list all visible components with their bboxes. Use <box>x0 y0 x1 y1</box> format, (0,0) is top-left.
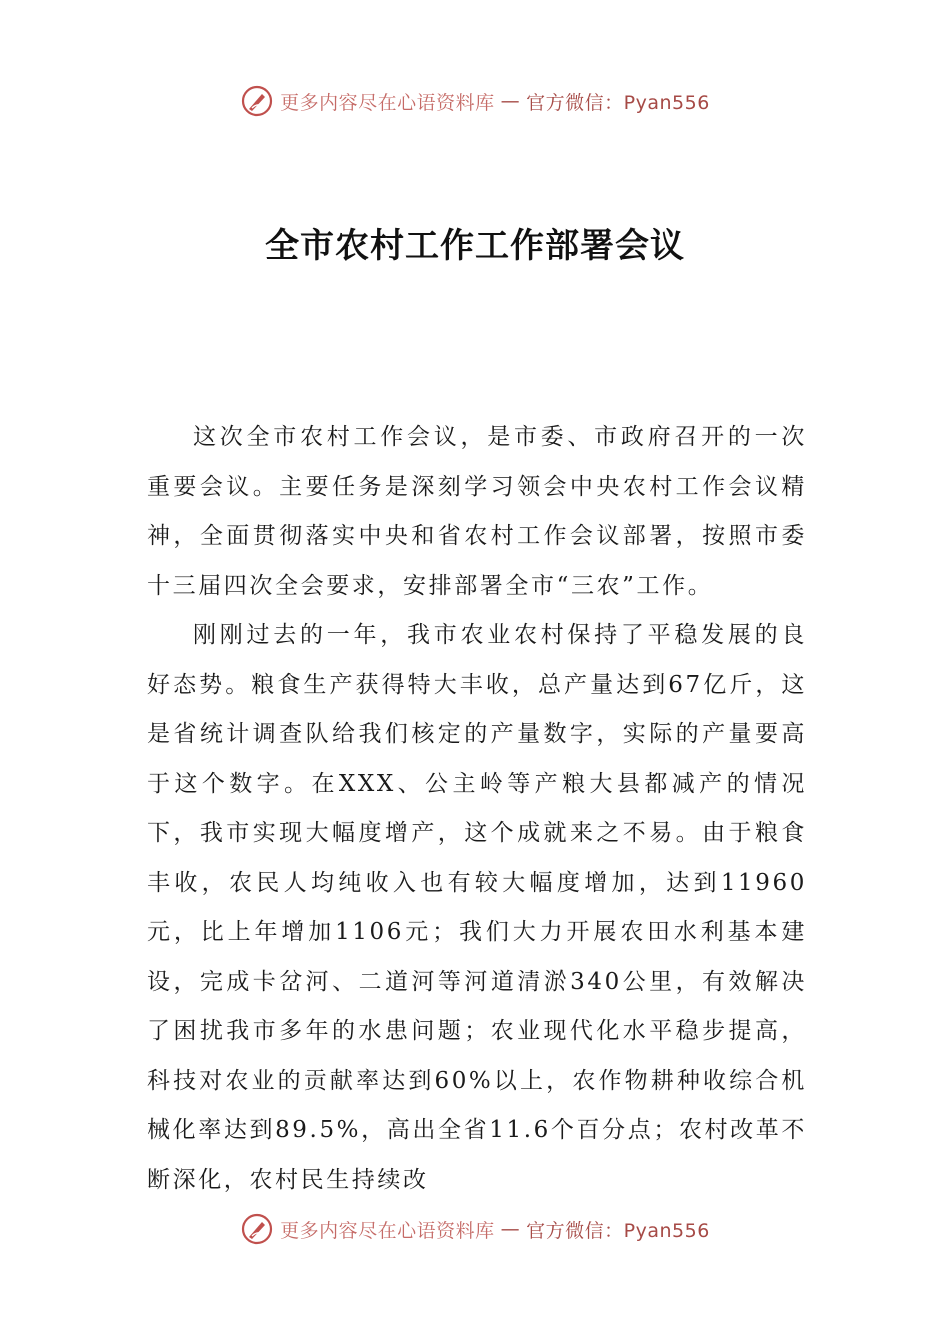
header-watermark <box>0 84 950 118</box>
watermark-wechat-text: 官方微信：Pyan556 <box>526 91 710 114</box>
paragraph-2: 刚刚过去的一年，我市农业农村保持了平稳发展的良好态势。粮食生产获得特大丰收，总产量达到67亿斤，这是省统计调查队给我们核定的产量数字，实际的产量要高于这个数字。在XXX、公主岭等产粮大县都减产的情况下，我市实现大幅度增产，这个成就来之不易。由于粮食丰收，农民人均纯收入也有较大幅度增加，达到11960元，比上年增加1106元；我们大力开展农田水利基本建设，完成卡岔河、二道河等河道清淤340公里，有效解决了困扰我市多年的水患问题；农业现代化水平稳步提高，科技对农业的贡献率达到60%以上，农作物耕种收综合机械化率达到89.5%，高出全省11.6个百分点；农村改革不断深化，农村民生持续改 <box>147 622 807 1193</box>
paragraph-1: 这次全市农村工作会议，是市委、市政府召开的一次重要会议。主要任务是深刻学习领会中央农村工作会议精神，全面贯彻落实中央和省农村工作会议部署，按照市委十三届四次全会要求，安排部署全市“三农”工作。 <box>147 424 807 599</box>
footer-watermark <box>0 1212 950 1246</box>
watermark-brand-text: 更多内容尽在心语资料库 <box>280 91 495 114</box>
pen-logo-icon <box>240 1212 274 1246</box>
watermark-dash: — <box>500 1218 521 1240</box>
watermark-dash: — <box>500 90 521 112</box>
document-body <box>147 413 807 1205</box>
watermark-brand-text: 更多内容尽在心语资料库 <box>280 1219 495 1242</box>
document-title: 全市农村工作工作部署会议 <box>265 226 685 266</box>
watermark-wechat-text: 官方微信：Pyan556 <box>526 1219 710 1242</box>
pen-logo-icon <box>240 84 274 118</box>
